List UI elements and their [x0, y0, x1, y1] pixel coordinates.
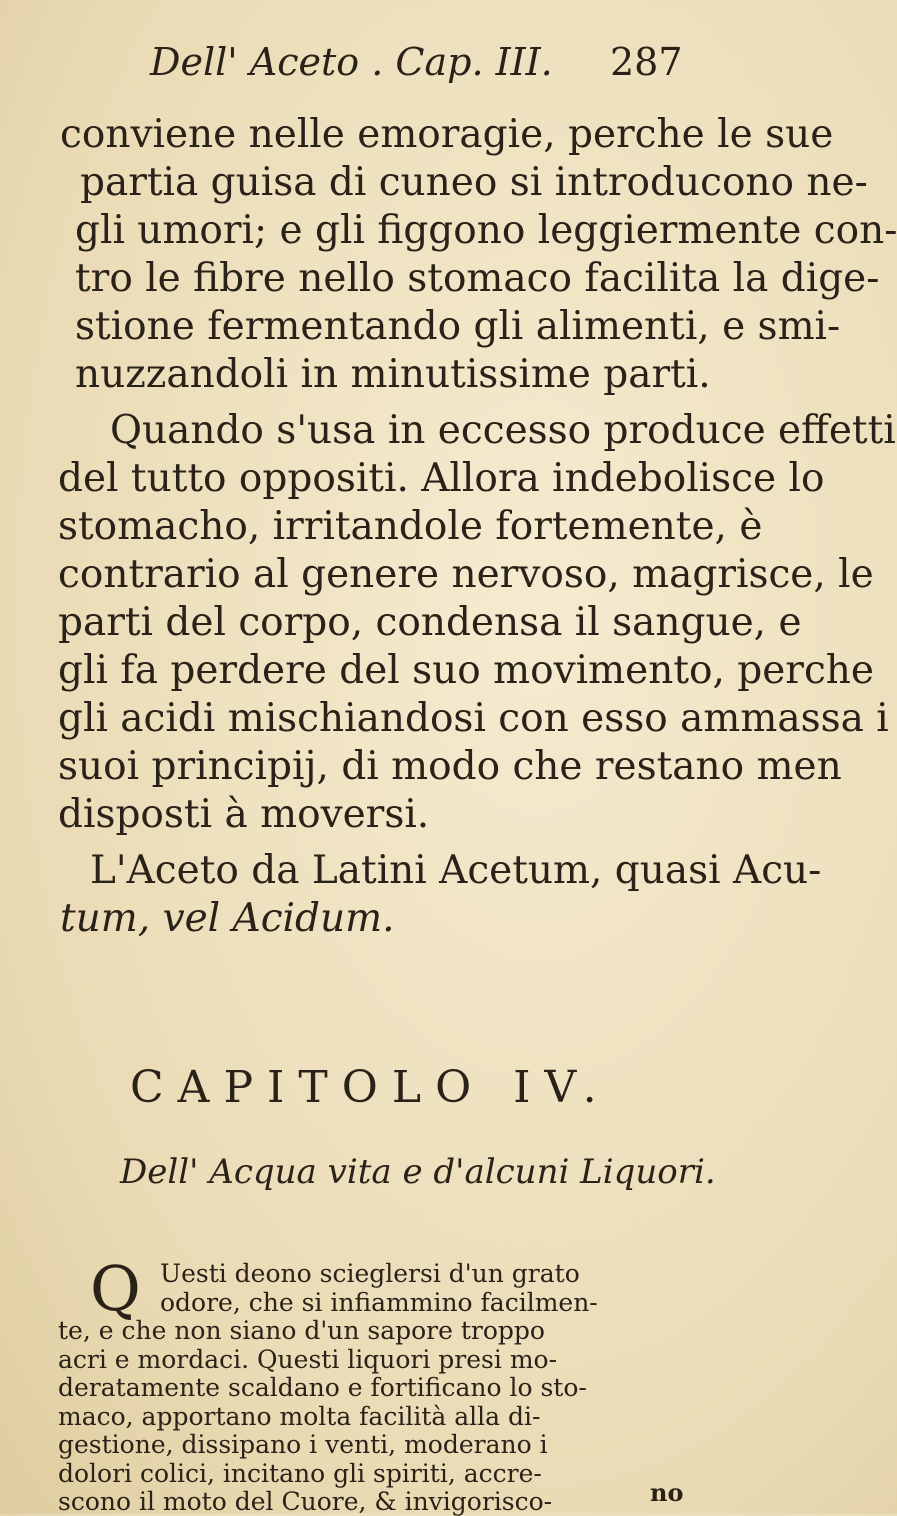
text-line: acri e mordaci. Questi liquori presi mo- [58, 1344, 558, 1374]
text-line: del tutto oppositi. Allora indebolisce lo [58, 456, 825, 501]
text-line: Quando s'usa in eccesso produce effetti [110, 408, 896, 453]
drop-cap: Q [90, 1252, 141, 1325]
text-line: gli acidi mischiandosi con esso ammassa i [58, 696, 889, 741]
text-line: tum, vel Acidum. [60, 896, 395, 941]
running-header [150, 40, 750, 86]
text-line: stomacho, irritandole fortemente, è [58, 504, 763, 549]
text-line: odore, che si infiammino facilmen- [160, 1287, 598, 1317]
text-line: gli fa perdere del suo movimento, perche [58, 648, 874, 693]
text-line: maco, apportano molta facilità alla di- [58, 1401, 541, 1431]
text-line: L'Aceto da Latini Acetum, quasi Acu- [90, 848, 822, 893]
text-line: gestione, dissipano i venti, moderano i [58, 1430, 548, 1459]
text-line: contrario al genere nervoso, magrisce, le [58, 552, 874, 597]
chapter-subtitle: Dell' Acqua vita e d'alcuni Liquori. [120, 1152, 716, 1192]
text-line: parti del corpo, condensa il sangue, e [58, 600, 802, 645]
text-line: scono il moto del Cuore, & invigorisco- [58, 1487, 553, 1516]
text-line: tro le fibre nello stomaco facilita la dige- [75, 256, 880, 301]
text-line: disposti à moversi. [58, 792, 430, 837]
text-line: Uesti deono scieglersi d'un grato [160, 1259, 580, 1288]
header-title: Dell' Aceto . Cap. III. [150, 40, 553, 84]
text-line: dolori colici, incitano gli spiriti, accre- [58, 1458, 542, 1488]
text-line: gli umori; e gli figgono leggiermente con- [75, 208, 897, 253]
chapter-heading: CAPITOLO IV. [130, 1062, 611, 1113]
text-line: te, e che non siano d'un sapore troppo [58, 1316, 545, 1345]
text-line: partia guisa di cuneo si introducono ne- [80, 160, 868, 205]
text-line: stione fermentando gli alimenti, e smi- [75, 304, 841, 349]
text-line: conviene nelle emoragie, perche le sue [60, 112, 834, 157]
text-line: suoi principij, di modo che restano men [58, 744, 842, 789]
text-line: nuzzandoli in minutissime parti. [75, 352, 711, 397]
text-line: deratamente scaldano e fortificano lo sto- [58, 1373, 587, 1402]
page-number: 287 [610, 40, 683, 84]
catchword: no [650, 1478, 684, 1507]
